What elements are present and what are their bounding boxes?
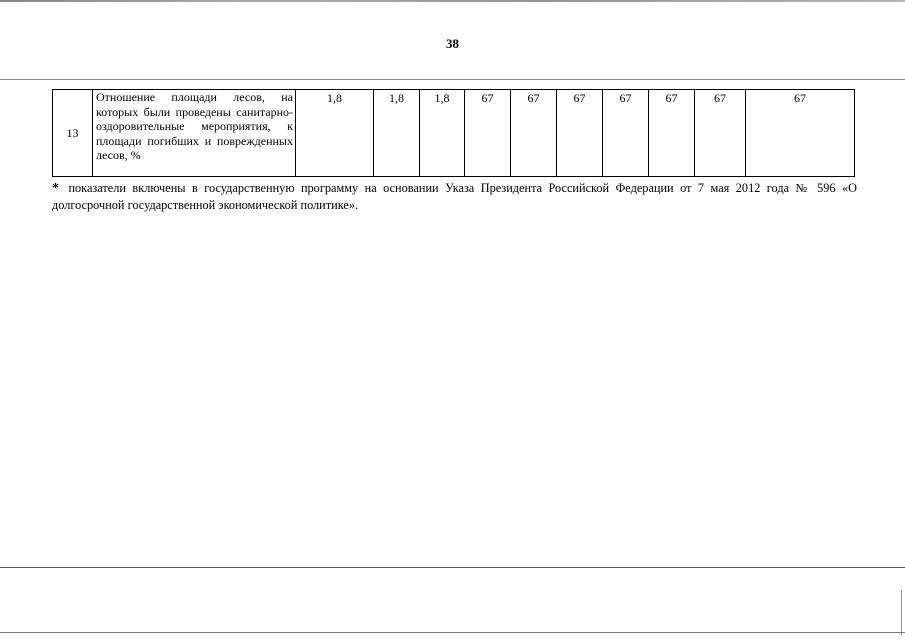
bottom-rule bbox=[0, 567, 905, 568]
value-cell: 1,8 bbox=[374, 90, 420, 177]
value-cell: 67 bbox=[557, 90, 603, 177]
scan-edge-bottom bbox=[0, 632, 905, 633]
header-rule bbox=[0, 79, 905, 80]
page-number: 38 bbox=[446, 36, 459, 51]
footnote bbox=[52, 180, 857, 213]
value-cell: 67 bbox=[746, 90, 855, 177]
value-cell: 67 bbox=[603, 90, 649, 177]
value-cell: 1,8 bbox=[296, 90, 374, 177]
value-cell: 67 bbox=[511, 90, 557, 177]
footnote-text: показатели включены в государственную программу на основании Указа Президента Российской Федерации от 7 мая 2012 года № 596 «О долгосрочной государственной экономической политике». bbox=[52, 181, 857, 212]
row-number: 13 bbox=[53, 90, 93, 177]
footnote-marker: * bbox=[52, 181, 59, 196]
scan-edge-top bbox=[0, 0, 905, 2]
indicator-name: Отношение площади лесов, на которых были проведены санитарно-оздоровительные мероприятия, к площади погибших и поврежденных лесов, % bbox=[93, 90, 296, 177]
value-cell: 67 bbox=[695, 90, 746, 177]
table-row bbox=[53, 90, 855, 177]
value-cell: 67 bbox=[465, 90, 511, 177]
scan-edge-right bbox=[901, 590, 902, 635]
indicators-table bbox=[52, 89, 855, 177]
value-cell: 1,8 bbox=[420, 90, 465, 177]
value-cell: 67 bbox=[649, 90, 695, 177]
